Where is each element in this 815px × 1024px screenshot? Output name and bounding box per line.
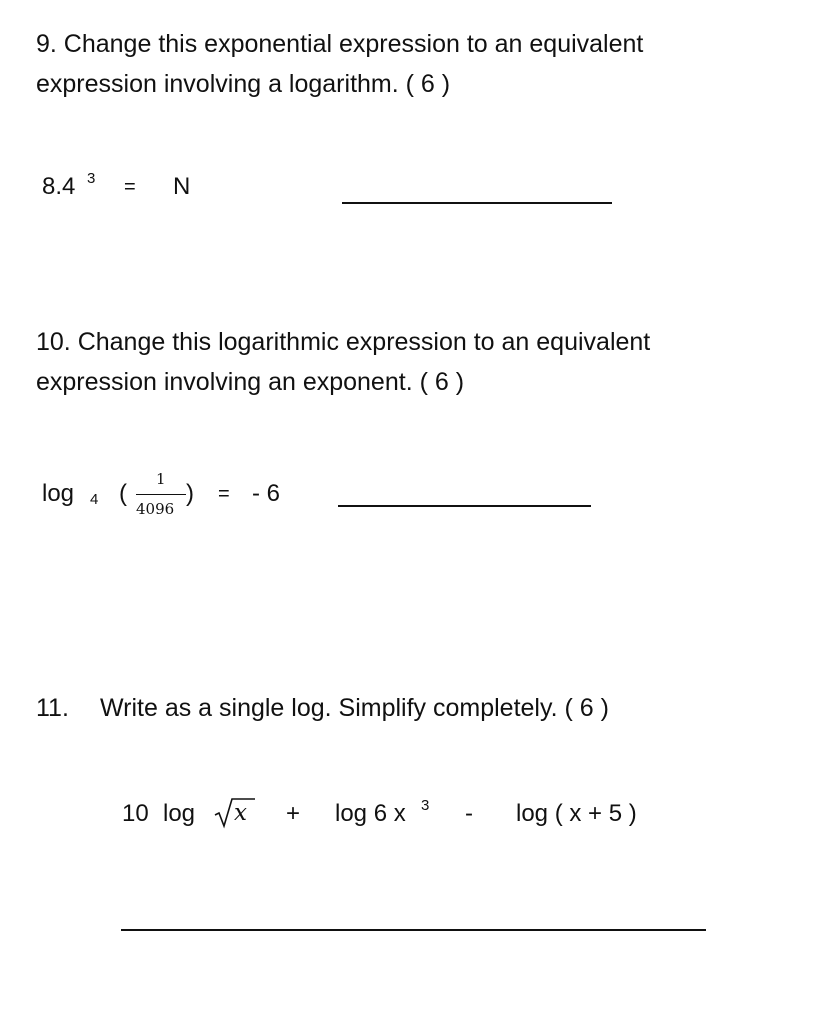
q10-fraction-bar [136,494,186,495]
question-10-line-1: 10. Change this logarithmic expression to an equivalent [36,328,651,356]
question-11-text: Write as a single log. Simplify completely. ( 6 ) [100,694,609,722]
q11-plus: + [286,800,301,827]
q11-term1-log: log [163,800,196,827]
question-9-prompt [36,24,643,104]
q10-log: log [42,480,75,507]
q11-minus: - [465,800,473,827]
q11-radicand: x [234,800,247,826]
q11-answer-blank[interactable] [121,929,706,931]
q9-base: 8.4 [42,173,76,200]
q10-numerator: 1 [156,470,166,488]
q10-denominator: 4096 [136,500,175,518]
question-10-line-2: expression involving an exponent. ( 6 ) [36,368,465,396]
q10-close-paren: ) [186,480,194,507]
q9-answer-blank[interactable] [342,202,612,204]
q10-open-paren: ( [119,480,127,507]
q9-exponent: 3 [87,170,96,187]
q10-rhs: - 6 [252,480,281,507]
question-11-number: 11. [36,694,69,722]
q10-log-base: 4 [90,491,99,508]
q9-equals: = [124,176,136,198]
q11-term3: log ( x + 5 ) [516,800,637,827]
q11-term1-coefficient: 10 [122,800,149,827]
question-11-prompt [36,688,609,728]
question-10-prompt [36,322,650,402]
q11-term2-exponent: 3 [421,797,430,814]
q9-rhs: N [173,173,191,200]
q10-equals: = [218,483,230,505]
q10-answer-blank[interactable] [338,505,591,507]
question-9-line-1: 9. Change this exponential expression to an equivalent [36,30,644,58]
q11-term2: log 6 x [335,800,406,827]
question-9-line-2: expression involving a logarithm. ( 6 ) [36,70,451,98]
